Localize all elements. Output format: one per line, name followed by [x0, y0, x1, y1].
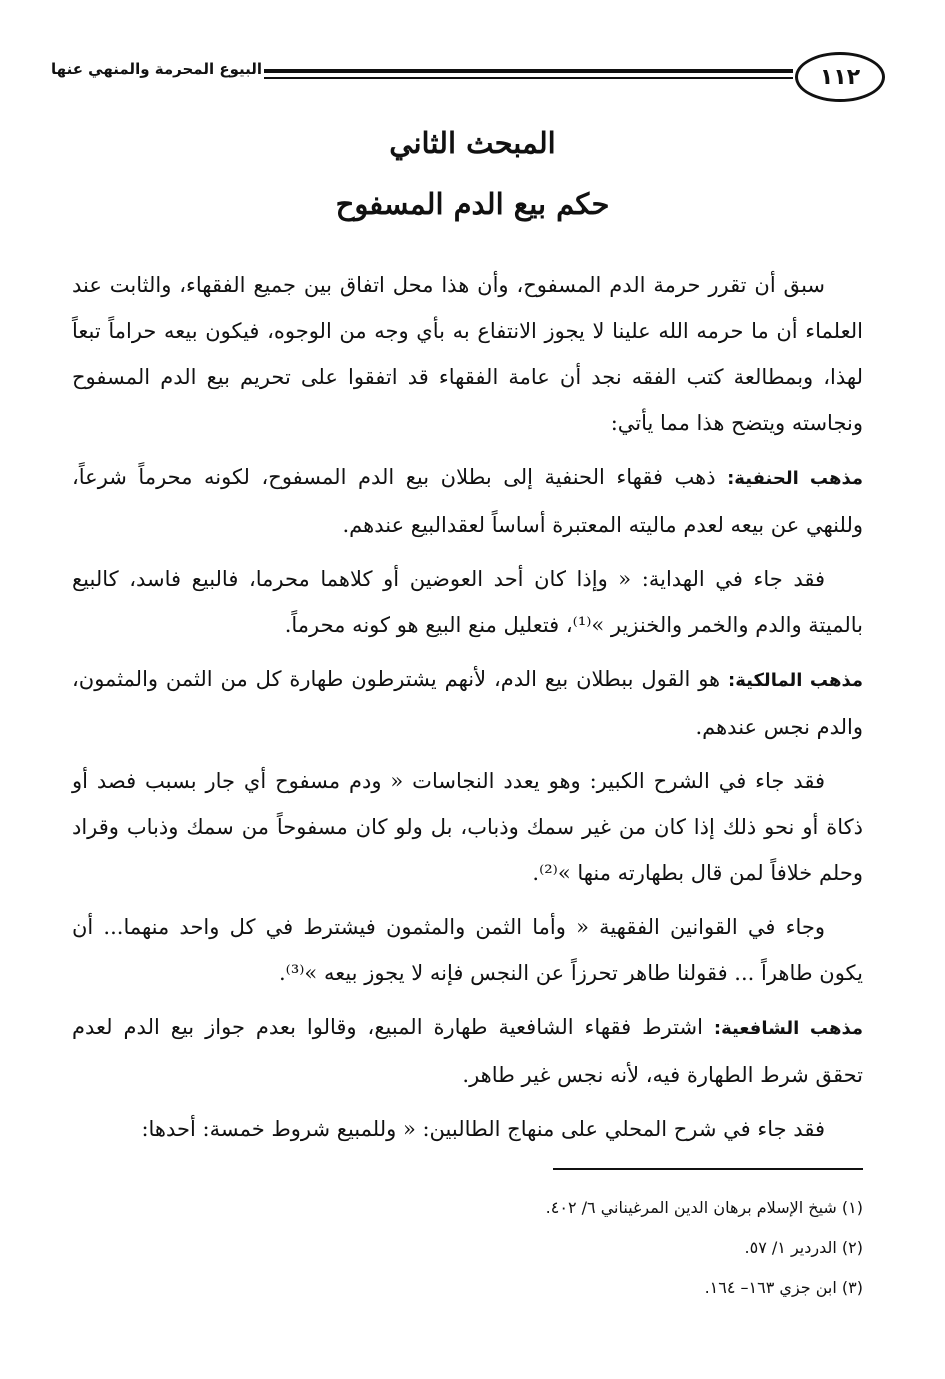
page-number-badge [795, 52, 885, 102]
footnote-1: (١) شيخ الإسلام برهان الدين المرغيناني ٦/ ٤٠٢. [545, 1198, 863, 1217]
hanafi-heading: مذهب الحنفية: [727, 468, 863, 489]
hidaya-paragraph: فقد جاء في الهداية: « وإذا كان أحد العوضين أو كلاهما محرما، فالبيع فاسد، كالبيع بالميتة والدم والخمر والخنزير »⁽¹⁾، فتعليل منع البيع هو كونه محرماً. [72, 567, 863, 637]
footnote-2: (٢) الدردير ١/ ٥٧. [744, 1238, 863, 1257]
body-text [72, 262, 863, 1160]
footnotes [300, 1188, 863, 1308]
running-title: البيوع المحرمة والمنهي عنها [51, 60, 262, 78]
shafii-heading: مذهب الشافعية: [713, 1018, 863, 1039]
shafii-text: اشترط فقهاء الشافعية طهارة المبيع، وقالوا بعدم جواز بيع الدم لعدم تحقق شرط الطهارة فيه، لأنه نجس غير طاهر. [72, 1015, 863, 1087]
footnote-3: (٣) ابن جزي ١٦٣– ١٦٤. [704, 1278, 863, 1297]
hanafi-text: ذهب فقهاء الحنفية إلى بطلان بيع الدم المسفوح، لكونه محرماً شرعاً، وللنهي عن بيعه لعدم ماليته المعتبرة أساساً لعقدالبيع عندهم. [72, 465, 863, 537]
maliki-heading: مذهب المالكية: [728, 670, 863, 691]
section-title: حكم بيع الدم المسفوح [335, 187, 610, 221]
header-rule [264, 69, 793, 79]
maliki-text: هو القول ببطلان بيع الدم، لأنهم يشترطون طهارة كل من الثمن والمثمون، والدم نجس عندهم. [72, 667, 863, 739]
shafii-paragraph [72, 1004, 863, 1098]
mahalli-paragraph: فقد جاء في شرح المحلي على منهاج الطالبين: « وللمبيع شروط خمسة: أحدها: [141, 1117, 825, 1141]
page-number: ١١٢ [819, 64, 861, 90]
sharh-kabir-paragraph: فقد جاء في الشرح الكبير: وهو يعدد النجاسات « ودم مسفوح أي جار بسبب فصد أو ذكاة أو نحو ذلك إذا كان من غير سمك وذباب، بل ولو كان مسفوحاً من سمك وذباب وقراد وحلم خلافاً لمن قال بطهارته منها »⁽²⁾. [72, 769, 863, 885]
intro-paragraph: سبق أن تقرر حرمة الدم المسفوح، وأن هذا محل اتفاق بين جميع الفقهاء، والثابت عند العلماء أن ما حرمه الله علينا لا يجوز الانتفاع به بأي وجه من الوجوه، فيكون بيعه حراماً تبعاً لهذا، وبمطالعة كتب الفقه نجد أن عامة الفقهاء قد اتفقوا على تحريم بيع الدم المسفوح ونجاسته ويتضح هذا مما يأتي: [72, 273, 863, 435]
footnote-rule [553, 1168, 863, 1170]
section-label: المبحث الثاني [389, 126, 556, 160]
hanafi-paragraph [72, 454, 863, 548]
qawanin-paragraph: وجاء في القوانين الفقهية « وأما الثمن والمثمون فيشترط في كل واحد منهما... أن يكون طاهراً ... فقولنا طاهر تحرزاً عن النجس فإنه لا يجوز بيعه »⁽³⁾. [72, 915, 863, 985]
running-header [52, 52, 885, 102]
maliki-paragraph [72, 656, 863, 750]
